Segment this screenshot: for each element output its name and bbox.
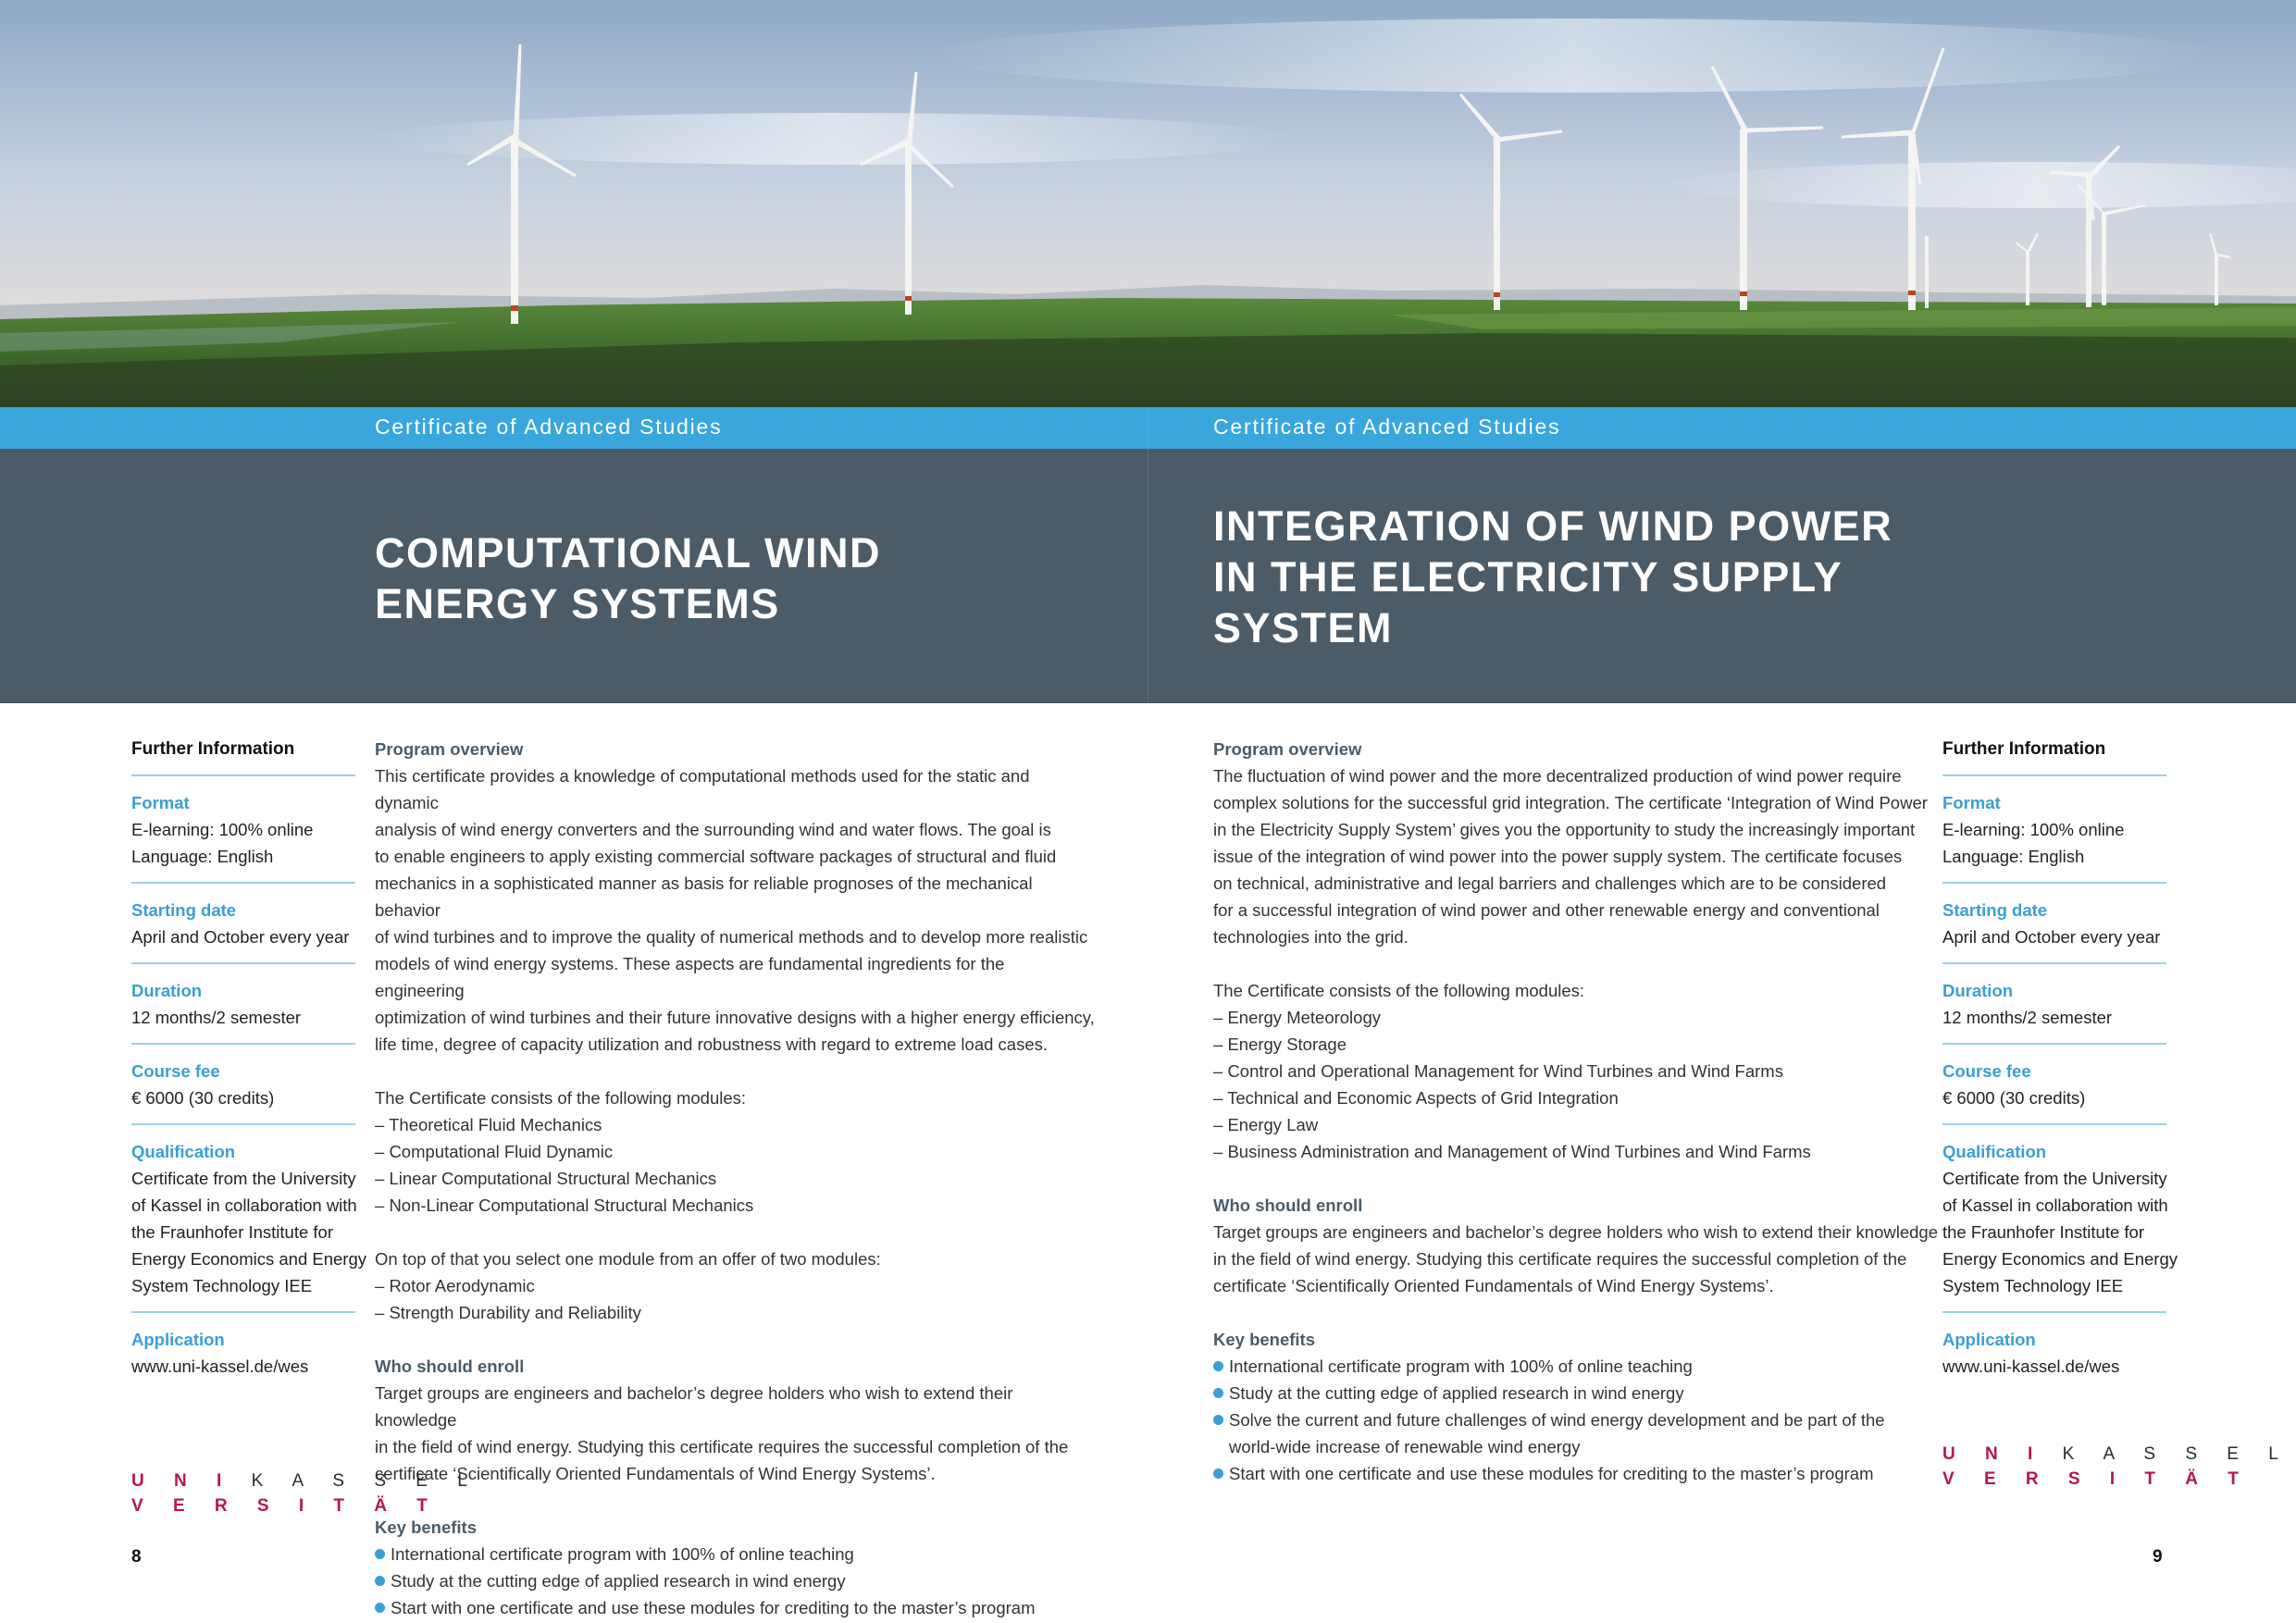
language-value: Language: English	[1942, 847, 2085, 866]
duration-value: 12 months/2 semester	[131, 1008, 302, 1027]
benefit-item: Study at the cutting edge of applied research in wind energy	[1213, 1380, 1944, 1406]
bullet-dot-icon	[375, 1549, 385, 1559]
left-band-label: Certificate of Advanced Studies	[375, 415, 723, 439]
module-item: – Computational Fluid Dynamic	[375, 1142, 614, 1161]
overview-line: life time, degree of capacity utilization and robustness with regard to extreme load cases.	[375, 1035, 1049, 1054]
benefit-item: International certificate program with 100% of online teaching	[375, 1541, 1097, 1567]
key-benefits-heading: Key benefits	[375, 1518, 478, 1537]
module-item: – Non-Linear Computational Structural Mechanics	[375, 1196, 754, 1215]
format-label: Format	[1942, 793, 2001, 812]
wind-farm-landscape-image	[0, 0, 2296, 407]
starting-date-label: Starting date	[131, 900, 237, 920]
module-item: – Technical and Economic Aspects of Grid Integration	[1213, 1088, 1619, 1108]
right-page-number: 9	[2153, 1547, 2163, 1567]
key-benefits-heading: Key benefits	[1213, 1330, 1316, 1349]
enroll-line: in the field of wind energy. Studying this certificate requires the successful completion of the	[375, 1437, 1069, 1456]
divider	[1942, 1311, 2166, 1313]
enroll-line: in the field of wind energy. Studying this certificate requires the successful completion of the	[1213, 1249, 1907, 1269]
bullet-dot-icon	[1213, 1415, 1223, 1425]
enroll-line: certificate ‘Scientifically Oriented Fundamentals of Wind Energy Systems’.	[375, 1464, 936, 1483]
enroll-line: Target groups are engineers and bachelor’s degree holders who wish to extend their knowledge	[1213, 1222, 1938, 1242]
logo-kassel: K A S S E L	[251, 1471, 480, 1491]
further-information-heading: Further Information	[1942, 739, 2106, 759]
divider	[1942, 774, 2166, 776]
left-page-title	[375, 527, 881, 629]
qualification-line: System Technology IEE	[1942, 1276, 2124, 1295]
application-label: Application	[1942, 1330, 2036, 1349]
bullet-dot-icon	[375, 1603, 385, 1613]
right-uni-kassel-logo	[1942, 1442, 2290, 1492]
modules-intro: The Certificate consists of the following modules:	[375, 1088, 747, 1108]
title-line: COMPUTATIONAL WIND	[375, 529, 881, 576]
bullet-dot-icon	[375, 1576, 385, 1586]
format-value: E-learning: 100% online	[131, 820, 314, 839]
qualification-line: System Technology IEE	[131, 1276, 313, 1295]
title-line: ENERGY SYSTEMS	[375, 580, 780, 627]
overview-line: on technical, administrative and legal barriers and challenges which are to be considered	[1213, 873, 1887, 893]
module-item: – Energy Meteorology	[1213, 1008, 1381, 1027]
bullet-dot-icon	[1213, 1468, 1223, 1479]
enroll-line: certificate ‘Scientifically Oriented Fundamentals of Wind Energy Systems’.	[1213, 1276, 1774, 1295]
duration-value: 12 months/2 semester	[1942, 1008, 2113, 1027]
divider	[1942, 962, 2166, 964]
overview-line: technologies into the grid.	[1213, 927, 1409, 947]
overview-line: in the Electricity Supply System’ gives you the opportunity to study the increasingly important	[1213, 820, 1916, 839]
application-link[interactable]: www.uni-kassel.de/wes	[131, 1357, 309, 1376]
module-item: – Energy Storage	[1213, 1035, 1347, 1054]
logo-versitat: V E R S I T Ä T	[131, 1496, 441, 1516]
qualification-line: the Fraunhofer Institute for	[1942, 1222, 2145, 1242]
overview-line: issue of the integration of wind power into the power supply system. The certificate focuses	[1213, 847, 1903, 866]
format-label: Format	[131, 793, 190, 812]
title-line: INTEGRATION OF WIND POWER	[1213, 502, 1893, 550]
benefit-item: Study at the cutting edge of applied research in wind energy	[375, 1567, 1097, 1594]
hero-photo-wind-turbines	[0, 0, 2296, 407]
right-band-label: Certificate of Advanced Studies	[1213, 415, 1561, 439]
left-further-information	[131, 736, 366, 1380]
right-page-title	[1213, 501, 1893, 653]
further-information-heading: Further Information	[131, 739, 295, 759]
module-item: – Energy Law	[1213, 1115, 1319, 1134]
overview-line: optimization of wind turbines and their future innovative designs with a higher energy efficiency,	[375, 1008, 1095, 1027]
benefit-item: International certificate program with 100% of online teaching	[1213, 1353, 1944, 1380]
module-item: – Theoretical Fluid Mechanics	[375, 1115, 602, 1134]
duration-label: Duration	[1942, 981, 2014, 1000]
divider	[131, 774, 355, 776]
left-program-content	[375, 736, 1097, 1621]
modules-intro: The Certificate consists of the following modules:	[1213, 981, 1585, 1000]
elective-intro: On top of that you select one module from an offer of two modules:	[375, 1249, 881, 1269]
language-value: Language: English	[131, 847, 274, 866]
bullet-dot-icon	[1213, 1361, 1223, 1371]
application-link[interactable]: www.uni-kassel.de/wes	[1942, 1357, 2120, 1376]
overview-line: The fluctuation of wind power and the more decentralized production of wind power require	[1213, 766, 1902, 786]
divider	[131, 962, 355, 964]
qualification-line: of Kassel in collaboration with	[1942, 1196, 2168, 1215]
qualification-line: Energy Economics and Energy	[1942, 1249, 2178, 1269]
bullet-dot-icon	[1213, 1388, 1223, 1398]
divider	[131, 1043, 355, 1045]
logo-uni: U N I	[131, 1471, 234, 1491]
logo-kassel: K A S S E L	[2062, 1444, 2291, 1464]
format-value: E-learning: 100% online	[1942, 820, 2125, 839]
overview-line: complex solutions for the successful grid integration. The certificate ‘Integration of Wind Power	[1213, 793, 1928, 812]
divider	[131, 882, 355, 884]
course-fee-value: € 6000 (30 credits)	[1942, 1088, 2086, 1108]
program-overview-heading: Program overview	[375, 739, 524, 759]
logo-versitat: V E R S I T Ä T	[1942, 1469, 2252, 1489]
course-fee-value: € 6000 (30 credits)	[131, 1088, 275, 1108]
starting-date-value: April and October every year	[131, 927, 350, 947]
overview-line: to enable engineers to apply existing commercial software packages of structural and fluid	[375, 847, 1057, 866]
right-further-information	[1942, 736, 2178, 1380]
left-uni-kassel-logo	[131, 1468, 479, 1518]
qualification-line: the Fraunhofer Institute for	[131, 1222, 334, 1242]
qualification-line: Certificate from the University	[1942, 1169, 2167, 1188]
qualification-line: of Kassel in collaboration with	[131, 1196, 357, 1215]
module-item: – Business Administration and Management of Wind Turbines and Wind Farms	[1213, 1142, 1811, 1161]
program-overview-heading: Program overview	[1213, 739, 1362, 759]
benefit-item: Start with one certificate and use these modules for crediting to the master’s program	[1213, 1460, 1944, 1487]
overview-line: analysis of wind energy converters and the surrounding wind and water flows. The goal is	[375, 820, 1051, 839]
qualification-line: Energy Economics and Energy	[131, 1249, 366, 1269]
qualification-label: Qualification	[1942, 1142, 2047, 1161]
title-line: IN THE ELECTRICITY SUPPLY	[1213, 553, 1843, 601]
overview-line: of wind turbines and to improve the quality of numerical methods and to develop more realistic	[375, 927, 1088, 947]
overview-line: mechanics in a sophisticated manner as basis for reliable prognoses of the mechanical behavior	[375, 873, 1033, 920]
divider	[1942, 1123, 2166, 1125]
elective-item: – Strength Durability and Reliability	[375, 1303, 641, 1322]
benefit-item: Solve the current and future challenges of wind energy development and be part of the world-wide increase of renewable wind energy	[1213, 1406, 1944, 1460]
title-line: SYSTEM	[1213, 604, 1394, 651]
qualification-label: Qualification	[131, 1142, 236, 1161]
overview-line: This certificate provides a knowledge of computational methods used for the static and dynamic	[375, 766, 1030, 812]
divider	[131, 1311, 355, 1313]
duration-label: Duration	[131, 981, 203, 1000]
benefit-item: Start with one certificate and use these modules for crediting to the master’s program	[375, 1594, 1097, 1621]
application-label: Application	[131, 1330, 225, 1349]
who-should-enroll-heading: Who should enroll	[1213, 1196, 1363, 1215]
overview-line: for a successful integration of wind power and other renewable energy and conventional	[1213, 900, 1880, 920]
left-page-number: 8	[131, 1547, 142, 1567]
who-should-enroll-heading: Who should enroll	[375, 1357, 525, 1376]
module-item: – Linear Computational Structural Mechanics	[375, 1169, 717, 1188]
course-fee-label: Course fee	[1942, 1061, 2031, 1081]
overview-line: models of wind energy systems. These aspects are fundamental ingredients for the engineering	[375, 954, 1005, 1000]
starting-date-label: Starting date	[1942, 900, 2048, 920]
qualification-line: Certificate from the University	[131, 1169, 356, 1188]
course-fee-label: Course fee	[131, 1061, 220, 1081]
enroll-line: Target groups are engineers and bachelor’s degree holders who wish to extend their knowledge	[375, 1383, 1013, 1430]
module-item: – Control and Operational Management for Wind Turbines and Wind Farms	[1213, 1061, 1783, 1081]
divider	[1942, 882, 2166, 884]
elective-item: – Rotor Aerodynamic	[375, 1276, 535, 1295]
divider	[131, 1123, 355, 1125]
divider	[1942, 1043, 2166, 1045]
logo-uni: U N I	[1942, 1444, 2045, 1464]
starting-date-value: April and October every year	[1942, 927, 2161, 947]
right-program-content	[1213, 736, 1944, 1487]
